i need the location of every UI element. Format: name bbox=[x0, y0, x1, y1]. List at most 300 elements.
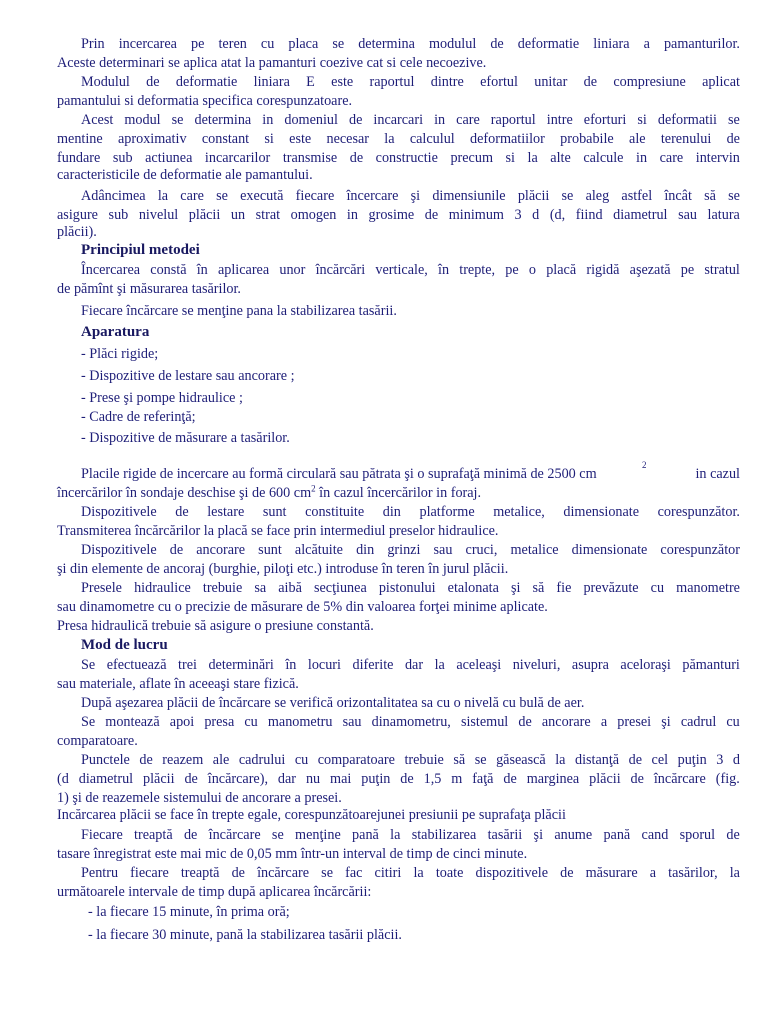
word: sunt bbox=[262, 504, 287, 520]
word: mentine bbox=[57, 131, 103, 147]
word: de bbox=[518, 714, 532, 730]
word: se bbox=[171, 112, 184, 128]
word: lestare bbox=[207, 504, 245, 520]
word: in bbox=[346, 207, 358, 223]
word: unitar bbox=[534, 74, 568, 90]
word: din bbox=[382, 504, 401, 520]
word: hidraulice bbox=[134, 580, 191, 596]
justified-line bbox=[81, 579, 740, 598]
word: plăcii bbox=[143, 771, 175, 787]
word: este bbox=[331, 74, 354, 90]
word: încărcări bbox=[315, 262, 366, 278]
word: trei bbox=[178, 657, 197, 673]
word: d bbox=[732, 752, 740, 768]
word: de bbox=[726, 827, 740, 843]
word: liniara bbox=[253, 74, 290, 90]
word: Se bbox=[81, 657, 96, 673]
line-text: în cazul încercărilor in foraj. bbox=[315, 485, 482, 501]
word: anume bbox=[554, 827, 593, 843]
word: plăcii bbox=[589, 771, 621, 787]
word: placă bbox=[546, 262, 577, 278]
word: se bbox=[728, 188, 740, 204]
word: de bbox=[630, 771, 644, 787]
word: minimum bbox=[448, 207, 504, 223]
word: teren bbox=[218, 36, 247, 52]
line-text: încercărilor în sondaje deschise şi de 600 cm bbox=[57, 485, 312, 501]
word: sistemul bbox=[460, 714, 509, 730]
word: strat bbox=[255, 207, 281, 223]
justified-line bbox=[81, 35, 740, 54]
word: la bbox=[384, 131, 395, 147]
word: puţin bbox=[677, 752, 707, 768]
word: plăcii bbox=[188, 207, 221, 223]
text-line: sau dinamometre cu o precizie de măsurare de 5% din valoarea forţei minime aplicate. bbox=[57, 599, 548, 615]
section-heading: Mod de lucru bbox=[81, 637, 168, 653]
word: alte bbox=[550, 150, 571, 166]
word: si bbox=[505, 150, 515, 166]
word: aleg bbox=[585, 188, 610, 204]
word: pe bbox=[191, 36, 205, 52]
word: sa bbox=[254, 580, 267, 596]
word: dimensiunile bbox=[432, 188, 506, 204]
text-line: caracteristicile de deformatie ale pamantului. bbox=[57, 167, 313, 183]
word: determina bbox=[358, 36, 415, 52]
word: în bbox=[196, 262, 208, 278]
word: 3 bbox=[716, 752, 724, 768]
word: asupra bbox=[571, 657, 609, 673]
word: marginea bbox=[526, 771, 580, 787]
word: la bbox=[157, 188, 169, 204]
word: de bbox=[726, 131, 740, 147]
list-item: - la fiecare 15 minute, în prima oră; bbox=[88, 904, 290, 920]
word: constituite bbox=[305, 504, 365, 520]
word: toate bbox=[435, 865, 464, 881]
word: modul bbox=[124, 112, 161, 128]
word: încercare bbox=[346, 188, 399, 204]
word: Modulul bbox=[81, 74, 130, 90]
word: se bbox=[332, 36, 345, 52]
justified-line bbox=[81, 73, 740, 92]
word: se bbox=[321, 865, 333, 881]
word: efectuează bbox=[106, 657, 167, 673]
word: asigure bbox=[57, 207, 98, 223]
word: precum bbox=[450, 150, 493, 166]
word: terenului bbox=[660, 131, 712, 147]
word: intre bbox=[546, 112, 573, 128]
word: şi bbox=[533, 827, 544, 843]
word: la bbox=[390, 827, 401, 843]
word: stratul bbox=[704, 262, 740, 278]
word: intervin bbox=[695, 150, 740, 166]
word: şi bbox=[410, 188, 421, 204]
word: deformatie bbox=[517, 36, 580, 52]
word: treaptă bbox=[180, 865, 220, 881]
word: rigidă bbox=[586, 262, 620, 278]
word: eforturi bbox=[583, 112, 627, 128]
text-line: de pămînt şi măsurarea tasărilor. bbox=[57, 281, 241, 297]
word: raportul bbox=[369, 74, 415, 90]
word: de bbox=[348, 112, 363, 128]
list-item: - Dispozitive de măsurare a tasărilor. bbox=[81, 430, 290, 446]
word: tasărilor, bbox=[668, 865, 718, 881]
word: încărcare bbox=[208, 827, 261, 843]
word: să bbox=[704, 188, 716, 204]
word: E bbox=[306, 74, 315, 90]
word: in bbox=[636, 150, 648, 166]
justified-line bbox=[81, 713, 740, 732]
word: deformatiilor bbox=[470, 131, 545, 147]
word: şi bbox=[661, 714, 671, 730]
word: manometre bbox=[676, 580, 740, 596]
word: pană bbox=[352, 827, 379, 843]
word: dar bbox=[404, 657, 424, 673]
word: la bbox=[555, 752, 566, 768]
word: se bbox=[271, 827, 284, 843]
word: apoi bbox=[169, 714, 195, 730]
word: cadrul bbox=[680, 714, 717, 730]
word: aibă bbox=[278, 580, 302, 596]
word: execută bbox=[240, 188, 284, 204]
word: unor bbox=[279, 262, 306, 278]
word: dar bbox=[277, 771, 297, 787]
word: m bbox=[451, 771, 463, 787]
word: raportul bbox=[490, 112, 536, 128]
word: tasării bbox=[487, 827, 523, 843]
word: etalonata bbox=[447, 580, 499, 596]
word: secţiunea bbox=[313, 580, 367, 596]
word: Adâncimea bbox=[81, 188, 146, 204]
word: transmise bbox=[282, 150, 338, 166]
word: cadrului bbox=[238, 752, 286, 768]
word: metalice, bbox=[493, 504, 545, 520]
word: dimensionate bbox=[571, 542, 648, 558]
word: de bbox=[175, 504, 189, 520]
word: este bbox=[289, 131, 312, 147]
word: reazem bbox=[162, 752, 204, 768]
word: aşezată bbox=[629, 262, 671, 278]
word: astfel bbox=[621, 188, 653, 204]
word: corespunzător. bbox=[657, 504, 740, 520]
word: a bbox=[643, 36, 650, 52]
word: a bbox=[600, 714, 608, 730]
word: de bbox=[146, 74, 160, 90]
text-line: sau materiale, aflate în aceeaşi stare fizică. bbox=[57, 676, 299, 692]
word: la bbox=[413, 865, 424, 881]
word: mai bbox=[330, 771, 352, 787]
word: ale bbox=[212, 752, 230, 768]
word: se bbox=[474, 752, 487, 768]
word: de bbox=[560, 865, 574, 881]
word: manometru bbox=[267, 714, 333, 730]
word: ancorare bbox=[196, 542, 246, 558]
justified-line bbox=[81, 864, 740, 883]
word: modulul bbox=[428, 36, 477, 52]
word: constant bbox=[201, 131, 250, 147]
word: incercarea bbox=[118, 36, 177, 52]
justified-line bbox=[81, 751, 740, 770]
word: cel bbox=[651, 752, 669, 768]
justified-line bbox=[57, 770, 740, 789]
text-line: plăcii). bbox=[57, 224, 97, 240]
word: nivelul bbox=[138, 207, 179, 223]
word: care bbox=[180, 188, 204, 204]
word: fiind bbox=[575, 207, 603, 223]
list-item: - Cadre de referinţă; bbox=[81, 409, 196, 425]
word: diferite bbox=[352, 657, 394, 673]
word: (fig. bbox=[715, 771, 740, 787]
text-line: Transmiterea încărcărilor la placă se face prin intermediul preselor hidraulice. bbox=[57, 523, 499, 539]
superscript: 2 bbox=[311, 483, 316, 494]
word: aceleaşi bbox=[456, 657, 502, 673]
word: fie bbox=[556, 580, 572, 596]
word: cand bbox=[641, 827, 669, 843]
word: măsurare bbox=[585, 865, 638, 881]
word: trebuie bbox=[202, 580, 243, 596]
word: corespunzător bbox=[660, 542, 740, 558]
word: incarcarilor bbox=[204, 150, 271, 166]
word: domeniul bbox=[284, 112, 338, 128]
word: încât bbox=[664, 188, 692, 204]
word: găsească bbox=[496, 752, 546, 768]
word: Acest bbox=[81, 112, 114, 128]
word: cu bbox=[294, 752, 309, 768]
word: în bbox=[285, 657, 297, 673]
text-line: următoarele intervale de timp după aplicarea încărcării: bbox=[57, 884, 372, 900]
word: 1,5 bbox=[423, 771, 442, 787]
word: de bbox=[349, 150, 364, 166]
word: sub bbox=[108, 207, 129, 223]
word: Dispozitivele bbox=[81, 504, 157, 520]
word: incarcari bbox=[373, 112, 424, 128]
word: comparatoare bbox=[317, 752, 395, 768]
text-line: tasare înregistrat este mai mic de 0,05 mm într-un interval de timp de cinci minute. bbox=[57, 846, 528, 862]
word: Pentru bbox=[81, 865, 119, 881]
word: dimensionate bbox=[563, 504, 640, 520]
word: fiecare bbox=[295, 188, 335, 204]
justified-line bbox=[57, 130, 740, 149]
word: se bbox=[561, 188, 574, 204]
text-line: Fiecare încărcare se menţine pana la stabilizarea tasării. bbox=[81, 303, 397, 319]
word: determinări bbox=[208, 657, 274, 673]
word: compresiune bbox=[613, 74, 686, 90]
word: si bbox=[637, 112, 647, 128]
word: de bbox=[628, 752, 643, 768]
word: treaptă bbox=[134, 827, 173, 843]
word: diametrul bbox=[78, 771, 134, 787]
word: fac bbox=[345, 865, 363, 881]
word: se bbox=[727, 112, 740, 128]
word: dinamometru, bbox=[371, 714, 451, 730]
word: încărcare bbox=[653, 771, 706, 787]
justified-line bbox=[81, 187, 740, 206]
word: determina bbox=[194, 112, 252, 128]
word: niveluri, bbox=[512, 657, 561, 673]
word: sau bbox=[433, 542, 453, 558]
word: de bbox=[490, 36, 504, 52]
word: distanţă bbox=[574, 752, 620, 768]
word: montează bbox=[105, 714, 160, 730]
word: in bbox=[262, 112, 274, 128]
word: încărcare), bbox=[207, 771, 268, 787]
word: Presele bbox=[81, 580, 122, 596]
word: cu bbox=[650, 580, 665, 596]
word: verticale, bbox=[375, 262, 428, 278]
word: ancorare bbox=[541, 714, 591, 730]
word: de bbox=[424, 207, 439, 223]
word: aplicat bbox=[702, 74, 740, 90]
word: pe bbox=[505, 262, 519, 278]
justified-line bbox=[81, 503, 740, 522]
line-text: Placile rigide de incercare au formă circulară sau pătrata şi o suprafaţă minimă de 2500 cm bbox=[81, 466, 597, 482]
word: un bbox=[230, 207, 246, 223]
word: la bbox=[434, 657, 445, 673]
word: puţin bbox=[361, 771, 391, 787]
word: presei bbox=[617, 714, 652, 730]
superscript: 2 bbox=[642, 460, 647, 470]
word: calculul bbox=[409, 131, 455, 147]
word: sunt bbox=[258, 542, 282, 558]
word: de bbox=[503, 771, 517, 787]
word: Încercarea bbox=[81, 262, 141, 278]
word: sau bbox=[678, 207, 697, 223]
word: metalice bbox=[510, 542, 559, 558]
word: constructie bbox=[375, 150, 438, 166]
list-item: - Dispozitive de lestare sau ancorare ; bbox=[81, 368, 295, 384]
word: ale bbox=[629, 131, 646, 147]
word: Se bbox=[81, 714, 96, 730]
word: de bbox=[169, 542, 184, 558]
word: stabilizarea bbox=[411, 827, 477, 843]
word: cu bbox=[726, 714, 740, 730]
word: deformatii bbox=[657, 112, 717, 128]
word: dintre bbox=[430, 74, 464, 90]
word: se bbox=[216, 188, 228, 204]
word: calcule bbox=[583, 150, 624, 166]
text-line: Presa hidraulică trebuie să asigure o presiune constantă. bbox=[57, 618, 374, 634]
word: fiecare bbox=[130, 865, 169, 881]
word: latura bbox=[707, 207, 740, 223]
word: 3 bbox=[514, 207, 522, 223]
list-item: - Plăci rigide; bbox=[81, 346, 159, 362]
section-heading: Aparatura bbox=[81, 324, 150, 340]
word: trebuie bbox=[404, 752, 444, 768]
word: cruci, bbox=[465, 542, 498, 558]
list-item: - Prese şi pompe hidraulice ; bbox=[81, 390, 243, 406]
word: sporul bbox=[679, 827, 716, 843]
justified-line bbox=[81, 111, 740, 130]
text-line: 1) şi de reazemele sistemului de ancorare a presei. bbox=[57, 790, 342, 806]
word: şi bbox=[510, 580, 521, 596]
word: de bbox=[139, 752, 153, 768]
word: actiunea bbox=[145, 150, 193, 166]
word: grinzi bbox=[387, 542, 421, 558]
word: de bbox=[184, 771, 198, 787]
justified-line bbox=[57, 206, 740, 225]
word: a bbox=[649, 865, 657, 881]
word: aceloraşi bbox=[620, 657, 671, 673]
word: pistonului bbox=[378, 580, 436, 596]
word: pămanturi bbox=[682, 657, 740, 673]
word: si bbox=[264, 131, 274, 147]
word: efortul bbox=[480, 74, 518, 90]
word: deformatie bbox=[175, 74, 238, 90]
word: în bbox=[438, 262, 450, 278]
text-line: Incărcarea plăcii se face în trepte egale, corespunzătoarejunei presiunii pe suprafaţa plăcii bbox=[57, 807, 566, 823]
word: Prin bbox=[81, 36, 105, 52]
word: la bbox=[729, 865, 740, 881]
word: pamanturilor. bbox=[663, 36, 740, 52]
word: necesar bbox=[326, 131, 370, 147]
word: să bbox=[532, 580, 545, 596]
word: de bbox=[231, 865, 245, 881]
section-heading: Principiul metodei bbox=[81, 242, 200, 258]
justified-line bbox=[81, 460, 740, 484]
word: (d bbox=[57, 771, 69, 787]
word: aproximativ bbox=[117, 131, 187, 147]
word: cu bbox=[244, 714, 258, 730]
word: o bbox=[528, 262, 536, 278]
word: alcătuite bbox=[294, 542, 343, 558]
word: pană bbox=[603, 827, 631, 843]
word: de bbox=[400, 771, 414, 787]
word: placa bbox=[288, 36, 319, 52]
word: din bbox=[356, 542, 375, 558]
word: grosime bbox=[368, 207, 415, 223]
word: probabile bbox=[560, 131, 614, 147]
word: plăcii bbox=[517, 188, 550, 204]
word: fundare bbox=[57, 150, 101, 166]
word: Dispozitivele bbox=[81, 542, 157, 558]
word: faţă bbox=[472, 771, 494, 787]
word: omogen bbox=[290, 207, 337, 223]
word: menţine bbox=[295, 827, 341, 843]
word: care bbox=[456, 112, 480, 128]
word: diametrul bbox=[613, 207, 668, 223]
word: trepte, bbox=[459, 262, 496, 278]
word: constă bbox=[150, 262, 187, 278]
word: presa bbox=[204, 714, 235, 730]
justified-line bbox=[81, 261, 740, 280]
word: sau bbox=[342, 714, 362, 730]
word: citiri bbox=[374, 865, 402, 881]
word: d bbox=[532, 207, 540, 223]
justified-line bbox=[81, 826, 740, 845]
word: (d, bbox=[549, 207, 566, 223]
word: sub bbox=[112, 150, 133, 166]
word: de bbox=[583, 74, 598, 90]
word: la bbox=[527, 150, 538, 166]
word: de bbox=[183, 827, 198, 843]
text-line: pamantului si deformatia specifica corespunzatoare. bbox=[57, 93, 353, 109]
word: locuri bbox=[307, 657, 341, 673]
word: care bbox=[659, 150, 684, 166]
word: Punctele bbox=[81, 752, 130, 768]
list-item: - la fiecare 30 minute, pană la stabilizarea tasării plăcii. bbox=[88, 927, 402, 943]
word: dispozitivele bbox=[475, 865, 548, 881]
line-text: in cazul bbox=[691, 466, 740, 482]
word: să bbox=[453, 752, 466, 768]
justified-line bbox=[81, 541, 740, 560]
text-line bbox=[57, 484, 481, 503]
text-line: După aşezarea plăcii de încărcare se verifică orizontalitatea sa cu o nivelă cu bulă de aer. bbox=[81, 695, 585, 711]
word: aplicarea bbox=[217, 262, 270, 278]
word: Fiecare bbox=[81, 827, 123, 843]
text-line: şi din elemente de ancoraj (burghie, piloţi etc.) introduse în teren în jurul plăcii. bbox=[57, 561, 509, 577]
word: nu bbox=[305, 771, 321, 787]
word: cu bbox=[260, 36, 275, 52]
word: încărcare bbox=[257, 865, 310, 881]
word: prevăzute bbox=[583, 580, 639, 596]
